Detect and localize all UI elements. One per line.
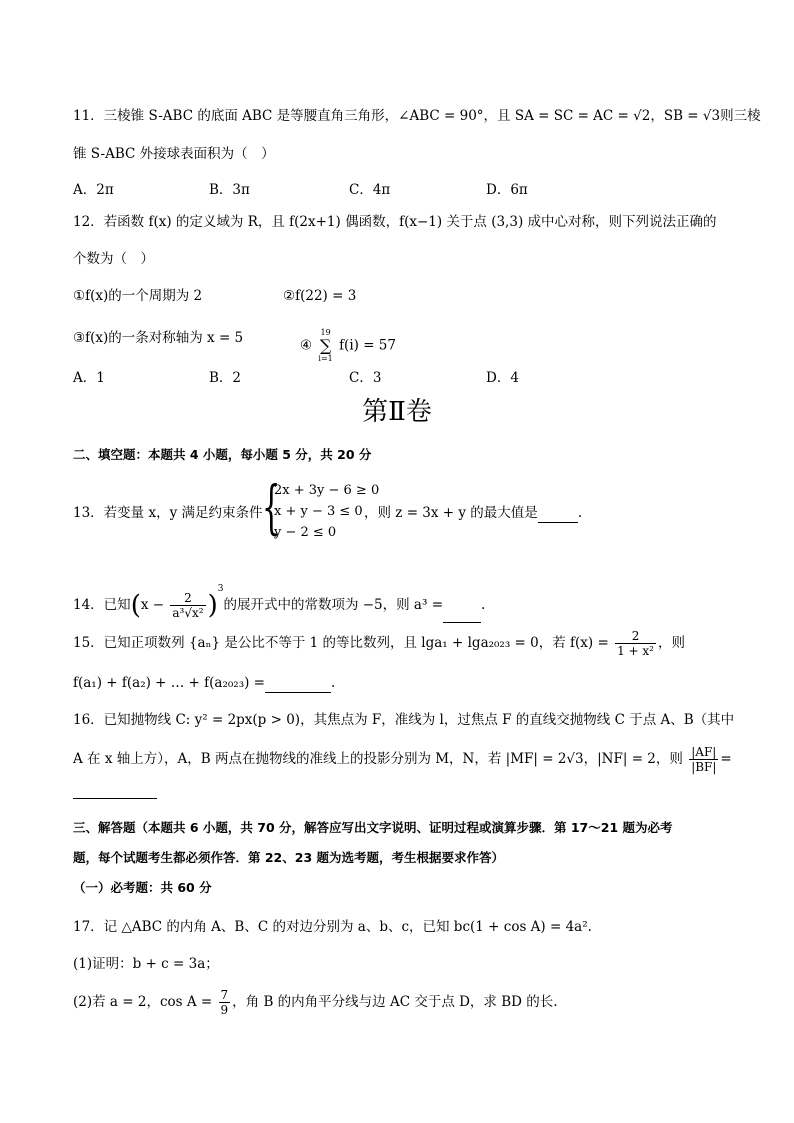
q12-statement-1: ①f(x)的一个周期为 2 <box>73 288 203 304</box>
part2-title: 第Ⅱ卷 <box>362 397 432 427</box>
q11-line2: 锥 S-ABC 外接球表面积为（ ） <box>73 146 275 162</box>
q14-x: x − <box>140 597 165 613</box>
q15-line1-suffix: ，则 <box>657 635 685 651</box>
section3-heading-line2: 题，每个试题考生都必须作答．第 22、23 题为选考题，考生根据要求作答） <box>73 850 504 865</box>
q11-option-b: B．3π <box>209 182 250 198</box>
q13-prefix: 13．若变量 x，y 满足约束条件 <box>73 505 263 521</box>
right-paren-icon: ) <box>207 590 218 621</box>
q14-answer-blank <box>443 622 481 623</box>
q11-option-d: D．6π <box>486 182 528 198</box>
q14-frac-num: 2 <box>170 591 205 606</box>
q16-frac-num: |AF| <box>689 745 718 760</box>
q12-s4-body: f(i) = 57 <box>339 337 396 354</box>
q12-option-a: A．1 <box>73 370 105 386</box>
q13-end: . <box>577 505 583 521</box>
q13-row-2: x + y − 3 ≤ 0 <box>274 504 363 519</box>
q16-line2 <box>73 742 732 776</box>
q14-frac-den: a³√x² <box>172 606 204 620</box>
left-paren-icon: ( <box>130 590 141 621</box>
q12-s4-prefix: ④ <box>300 337 313 354</box>
q16-answer-blank <box>73 798 157 799</box>
q15-fraction <box>615 629 656 658</box>
q16-line2-suffix: = <box>720 751 732 767</box>
q15-line1-prefix: 15．已知正项数列 {aₙ} 是公比不等于 1 的等比数列，且 lga₁ + lga₂₀₂₃ = 0，若 f(x) = <box>73 635 609 651</box>
q13-row-3: y − 2 ≤ 0 <box>274 525 337 540</box>
q13-suffix-text: ，则 z = 3x + y 的最大值是 <box>364 505 538 521</box>
q12-statement-3: ③f(x)的一条对称轴为 x = 5 <box>73 330 244 346</box>
sum-symbol <box>318 328 332 364</box>
q14-end: . <box>481 597 486 613</box>
q14-prefix: 14．已知 <box>73 597 131 613</box>
q11-line1: 11．三棱锥 S-ABC 的底面 ABC 是等腰直角三角形，∠ABC = 90°，且 SA = SC = AC = √2，SB = √3则三棱 <box>73 108 761 124</box>
brace-icon: { <box>262 473 281 541</box>
q13-row-1: 2x + 3y − 6 ≥ 0 <box>274 483 380 498</box>
q11-option-c: C．4π <box>349 182 391 198</box>
q14-fraction <box>170 591 205 620</box>
q12-option-b: B．2 <box>209 370 242 386</box>
sum-upper: 19 <box>320 328 331 337</box>
q15-frac-den: 1 + x² <box>617 644 654 658</box>
q15-line1 <box>73 626 685 660</box>
section2-heading: 二、填空题：本题共 4 小题，每小题 5 分，共 20 分 <box>73 447 372 462</box>
q12-statement-4 <box>300 328 396 364</box>
q16-line2-prefix: A 在 x 轴上方），A，B 两点在抛物线的准线上的投影分别为 M，N，若 |MF| = 2√3，|NF| = 2，则 <box>73 751 683 767</box>
q12-line1: 12．若函数 f(x) 的定义域为 R，且 f(2x+1) 偶函数，f(x−1) 关于点 (3,3) 成中心对称，则下列说法正确的 <box>73 214 717 230</box>
q12-option-c: C．3 <box>349 370 382 386</box>
q15-answer-blank <box>265 692 331 693</box>
q13-answer-blank <box>538 522 578 523</box>
q12-line2: 个数为（ ） <box>73 251 154 267</box>
q12-statement-2: ②f(22) = 3 <box>283 288 357 304</box>
q14-line <box>73 572 485 623</box>
q17-fraction <box>219 988 231 1017</box>
q17-line1: 17．记 △ABC 的内角 A、B、C 的对边分别为 a、b、c，已知 bc(1 + cos A) = 4a². <box>73 919 592 935</box>
q13-suffix <box>364 503 582 523</box>
q16-fraction <box>689 745 718 774</box>
q17-frac-num: 7 <box>220 988 229 1002</box>
q15-line2-text: f(a₁) + f(a₂) + … + f(a₂₀₂₃) = <box>73 675 265 691</box>
q16-frac-den: |BF| <box>691 760 717 774</box>
q15-frac-num: 2 <box>615 629 656 644</box>
q17-part2 <box>73 985 558 1019</box>
q15-end: . <box>331 675 336 691</box>
q17-part2-prefix: (2)若 a = 2，cos A = <box>73 994 213 1010</box>
q12-option-d: D．4 <box>486 370 519 386</box>
sigma-icon: ∑ <box>319 336 332 355</box>
q14-suffix: 的展开式中的常数项为 −5，则 a³ = <box>223 597 443 613</box>
section3-heading-line1: 三、解答题（本题共 6 小题，共 70 分，解答应写出文字说明、证明过程或演算步骤．第 17～21 题为必考 <box>73 820 673 835</box>
q17-part2-suffix: ，角 B 的内角平分线与边 AC 交于点 D，求 BD 的长. <box>232 994 558 1010</box>
section3-subheading: （一）必考题：共 60 分 <box>73 880 212 895</box>
q17-frac-den: 9 <box>220 1003 229 1017</box>
q15-line2 <box>73 673 335 693</box>
q16-line1: 16．已知抛物线 C: y² = 2px(p > 0)，其焦点为 F，准线为 l，过焦点 F 的直线交抛物线 C 于点 A、B（其中 <box>73 712 735 728</box>
q11-option-a: A．2π <box>73 182 114 198</box>
q17-part1: (1)证明：b + c = 3a； <box>73 956 219 972</box>
q14-power: 3 <box>217 584 224 594</box>
sum-lower: i=1 <box>318 354 333 363</box>
